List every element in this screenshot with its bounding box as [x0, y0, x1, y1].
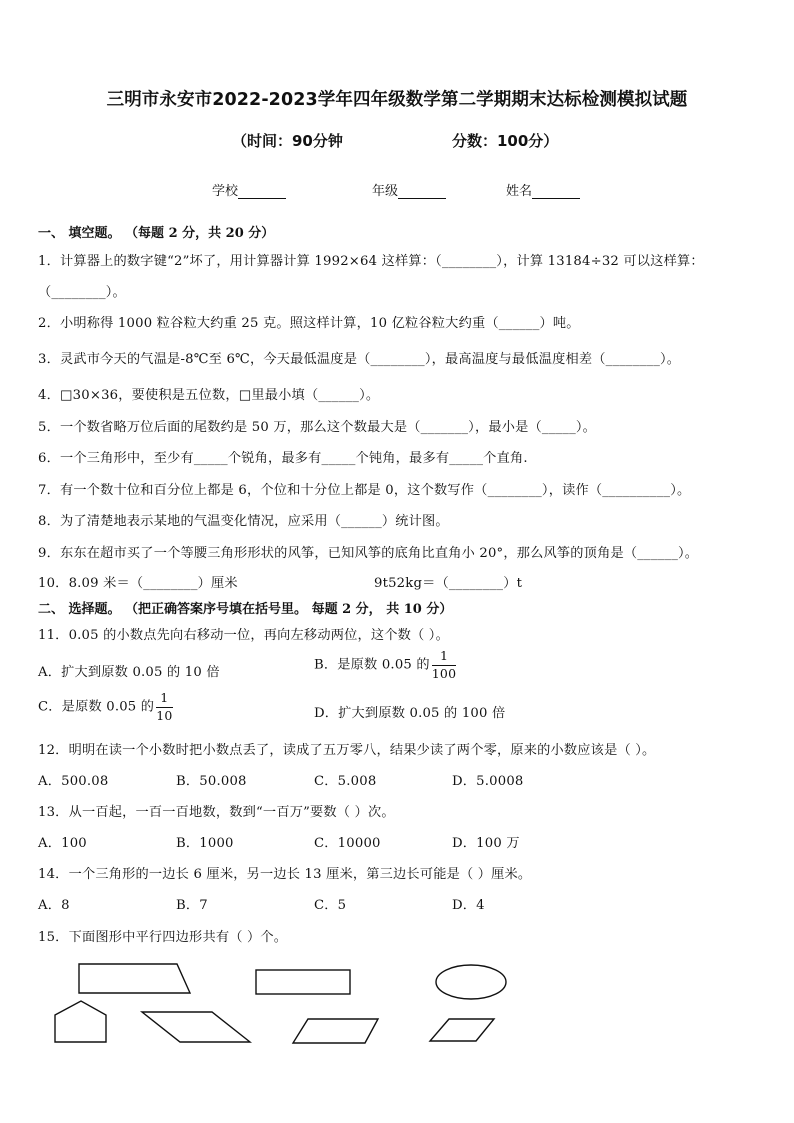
question-12-option-b: B．50.008	[176, 774, 247, 789]
pentagon-shape	[55, 1001, 106, 1042]
trapezoid-shape	[79, 964, 190, 993]
fraction-denominator: 100	[431, 665, 457, 681]
question-2: 2．小明称得 1000 粒谷粒大约重 25 克。照这样计算，10 亿粒谷粒大约重（______）吨。	[38, 316, 580, 331]
name-label: 姓名	[506, 184, 533, 199]
question-13-option-a: A．100	[38, 836, 87, 851]
question-13-option-d: D．100 万	[452, 836, 520, 851]
question-5: 5．一个数省略万位后面的尾数约是 50 万，那么这个数最大是（_______），最小是（_____）。	[38, 420, 597, 435]
question-1-line-1: 1．计算器上的数字键“2”坏了，用计算器计算 1992×64 这样算：（________），计算 13184÷32 可以这样算：	[38, 254, 704, 269]
question-1-line-2: （________）。	[38, 285, 126, 300]
question-14-option-c: C．5	[314, 898, 347, 913]
question-13-option-b: B．1000	[176, 836, 234, 851]
question-8: 8．为了清楚地表示某地的气温变化情况，应采用（______）统计图。	[38, 514, 449, 529]
fraction-numerator: 1	[439, 648, 449, 663]
question-3: 3．灵武市今天的气温是-8℃至 6℃，今天最低温度是（________），最高温度与最低温度相差（________）。	[38, 352, 681, 367]
parallelogram-shape-small	[430, 1019, 494, 1041]
parallelogram-shape-medium	[293, 1019, 378, 1043]
question-11-option-d: D．扩大到原数 0.05 的 100 倍	[314, 706, 506, 721]
question-13-option-c: C．10000	[314, 836, 381, 851]
exam-score: 分数：100分）	[452, 132, 559, 150]
question-11-option-c-text: C．是原数 0.05 的	[38, 699, 155, 715]
parallelogram-shape-large	[142, 1012, 250, 1042]
rectangle-shape	[256, 970, 350, 994]
ellipse-shape	[436, 965, 506, 999]
question-12-option-d: D．5.0008	[452, 774, 524, 789]
section-1-heading: 一、 填空题。 （每题 2 分，共 20 分）	[38, 226, 275, 241]
school-label: 学校	[212, 184, 239, 199]
question-14-option-a: A．8	[38, 898, 70, 913]
fraction-denominator: 10	[156, 707, 173, 723]
question-12-option-a: A．500.08	[38, 774, 109, 789]
question-4: 4．□30×36，要使积是五位数，□里最小填（______）。	[38, 388, 380, 403]
question-6: 6．一个三角形中，至少有_____个锐角，最多有_____个钝角，最多有_____个直角.	[38, 451, 528, 466]
section-2-heading: 二、 选择题。 （把正确答案序号填在括号里。 每题 2 分， 共 10 分）	[38, 602, 453, 617]
grade-label: 年级	[372, 184, 399, 199]
question-12-option-c: C．5.008	[314, 774, 377, 789]
question-15: 15．下面图形中平行四边形共有（ ）个。	[38, 930, 288, 945]
question-14-option-b: B．7	[176, 898, 208, 913]
question-10-part-a: 10．8.09 米＝（________）厘米	[38, 576, 238, 591]
question-14: 14．一个三角形的一边长 6 厘米，另一边长 13 厘米，第三边长可能是（ ）厘米。	[38, 867, 532, 882]
question-9: 9．东东在超市买了一个等腰三角形形状的风筝，已知风筝的底角比直角小 20°，那么风筝的顶角是（______）。	[38, 546, 699, 561]
question-11-option-b-text: B．是原数 0.05 的	[314, 657, 430, 673]
question-14-option-d: D．4	[452, 898, 485, 913]
page-title: 三明市永安市2022-2023学年四年级数学第二学期期末达标检测模拟试题	[106, 90, 688, 110]
question-11-option-a: A．扩大到原数 0.05 的 10 倍	[38, 665, 220, 680]
question-11: 11．0.05 的小数点先向右移动一位，再向左移动两位，这个数（ ）。	[38, 628, 449, 643]
question-12: 12．明明在读一个小数时把小数点丢了，读成了五万零八，结果少读了两个零，原来的小数应该是（ ）。	[38, 743, 656, 758]
question-7: 7．有一个数十位和百分位上都是 6，个位和十分位上都是 0，这个数写作（________），读作（__________）。	[38, 483, 691, 498]
question-13: 13．从一百起，一百一百地数，数到“一百万”要数（ ）次。	[38, 805, 395, 820]
fraction-numerator: 1	[160, 690, 169, 705]
question-10-part-b: 9t52kg＝（________）t	[374, 576, 523, 591]
exam-time: （时间：90分钟	[232, 132, 343, 150]
